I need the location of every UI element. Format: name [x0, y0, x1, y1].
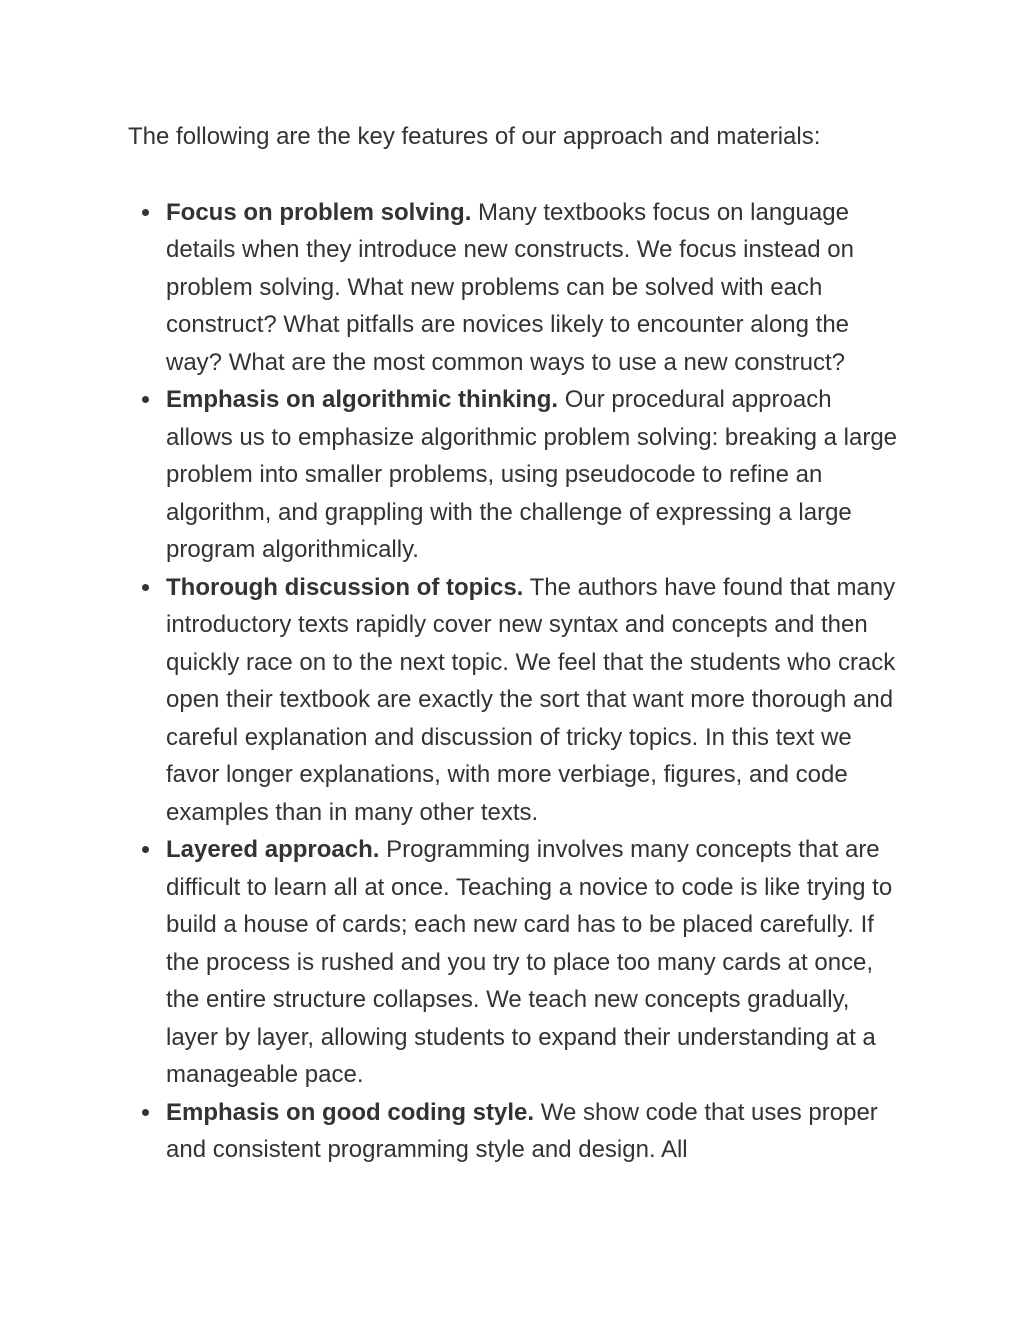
intro-paragraph: The following are the key features of our approach and materials:	[128, 123, 821, 150]
feature-description: Many textbooks focus on language details when they introduce new constructs. We focus instead on problem solving. What new problems can be solved with each construct? What pitfalls are novices likely to encounter along the way? What are the most common ways to use a new construct?	[166, 198, 854, 376]
list-item	[128, 381, 898, 569]
list-item	[128, 569, 898, 832]
feature-title: Layered approach.	[166, 836, 380, 863]
feature-title: Emphasis on good coding style.	[166, 1098, 535, 1126]
list-item	[128, 194, 898, 382]
feature-description: Programming involves many concepts that are difficult to learn all at once. Teaching a novice to code is like trying to build a house of cards; each new card has to be placed carefully. If the process is rushed and you try to place too many cards at once, the entire structure collapses. We teach new concepts gradually, layer by layer, allowing students to expand their understanding at a manageable pace.	[166, 836, 893, 1088]
feature-description: We show code that uses proper and consistent programming style and design. All	[166, 1098, 878, 1163]
feature-body	[166, 381, 898, 569]
bullet-icon	[142, 584, 149, 591]
bullet-icon	[142, 1109, 149, 1116]
feature-list	[128, 194, 898, 1169]
feature-title: Focus on problem solving.	[166, 198, 472, 226]
feature-title: Emphasis on algorithmic thinking.	[166, 386, 559, 413]
document-page	[128, 118, 898, 1169]
feature-description: Our procedural approach allows us to emphasize algorithmic problem solving: breaking a large problem into smaller problems, using pseudocode to refine an algorithm, and grappling with the challenge of expressing a large program algorithmically.	[166, 386, 898, 563]
list-item	[128, 1094, 898, 1169]
feature-body	[166, 194, 898, 382]
feature-body	[166, 831, 898, 1094]
bullet-icon	[142, 846, 149, 853]
bullet-icon	[142, 396, 149, 403]
feature-description: The authors have found that many introductory texts rapidly cover new syntax and concepts and then quickly race on to the next topic. We feel that the students who crack open their textbook are exactly the sort that want more thorough and careful explanation and discussion of tricky topics. In this text we favor longer explanations, with more verbiage, figures, and code examples than in many other texts.	[166, 573, 896, 826]
feature-body	[166, 569, 898, 832]
feature-title: Thorough discussion of topics.	[166, 573, 524, 601]
list-item	[128, 831, 898, 1094]
bullet-icon	[142, 209, 149, 216]
feature-body	[166, 1094, 898, 1169]
